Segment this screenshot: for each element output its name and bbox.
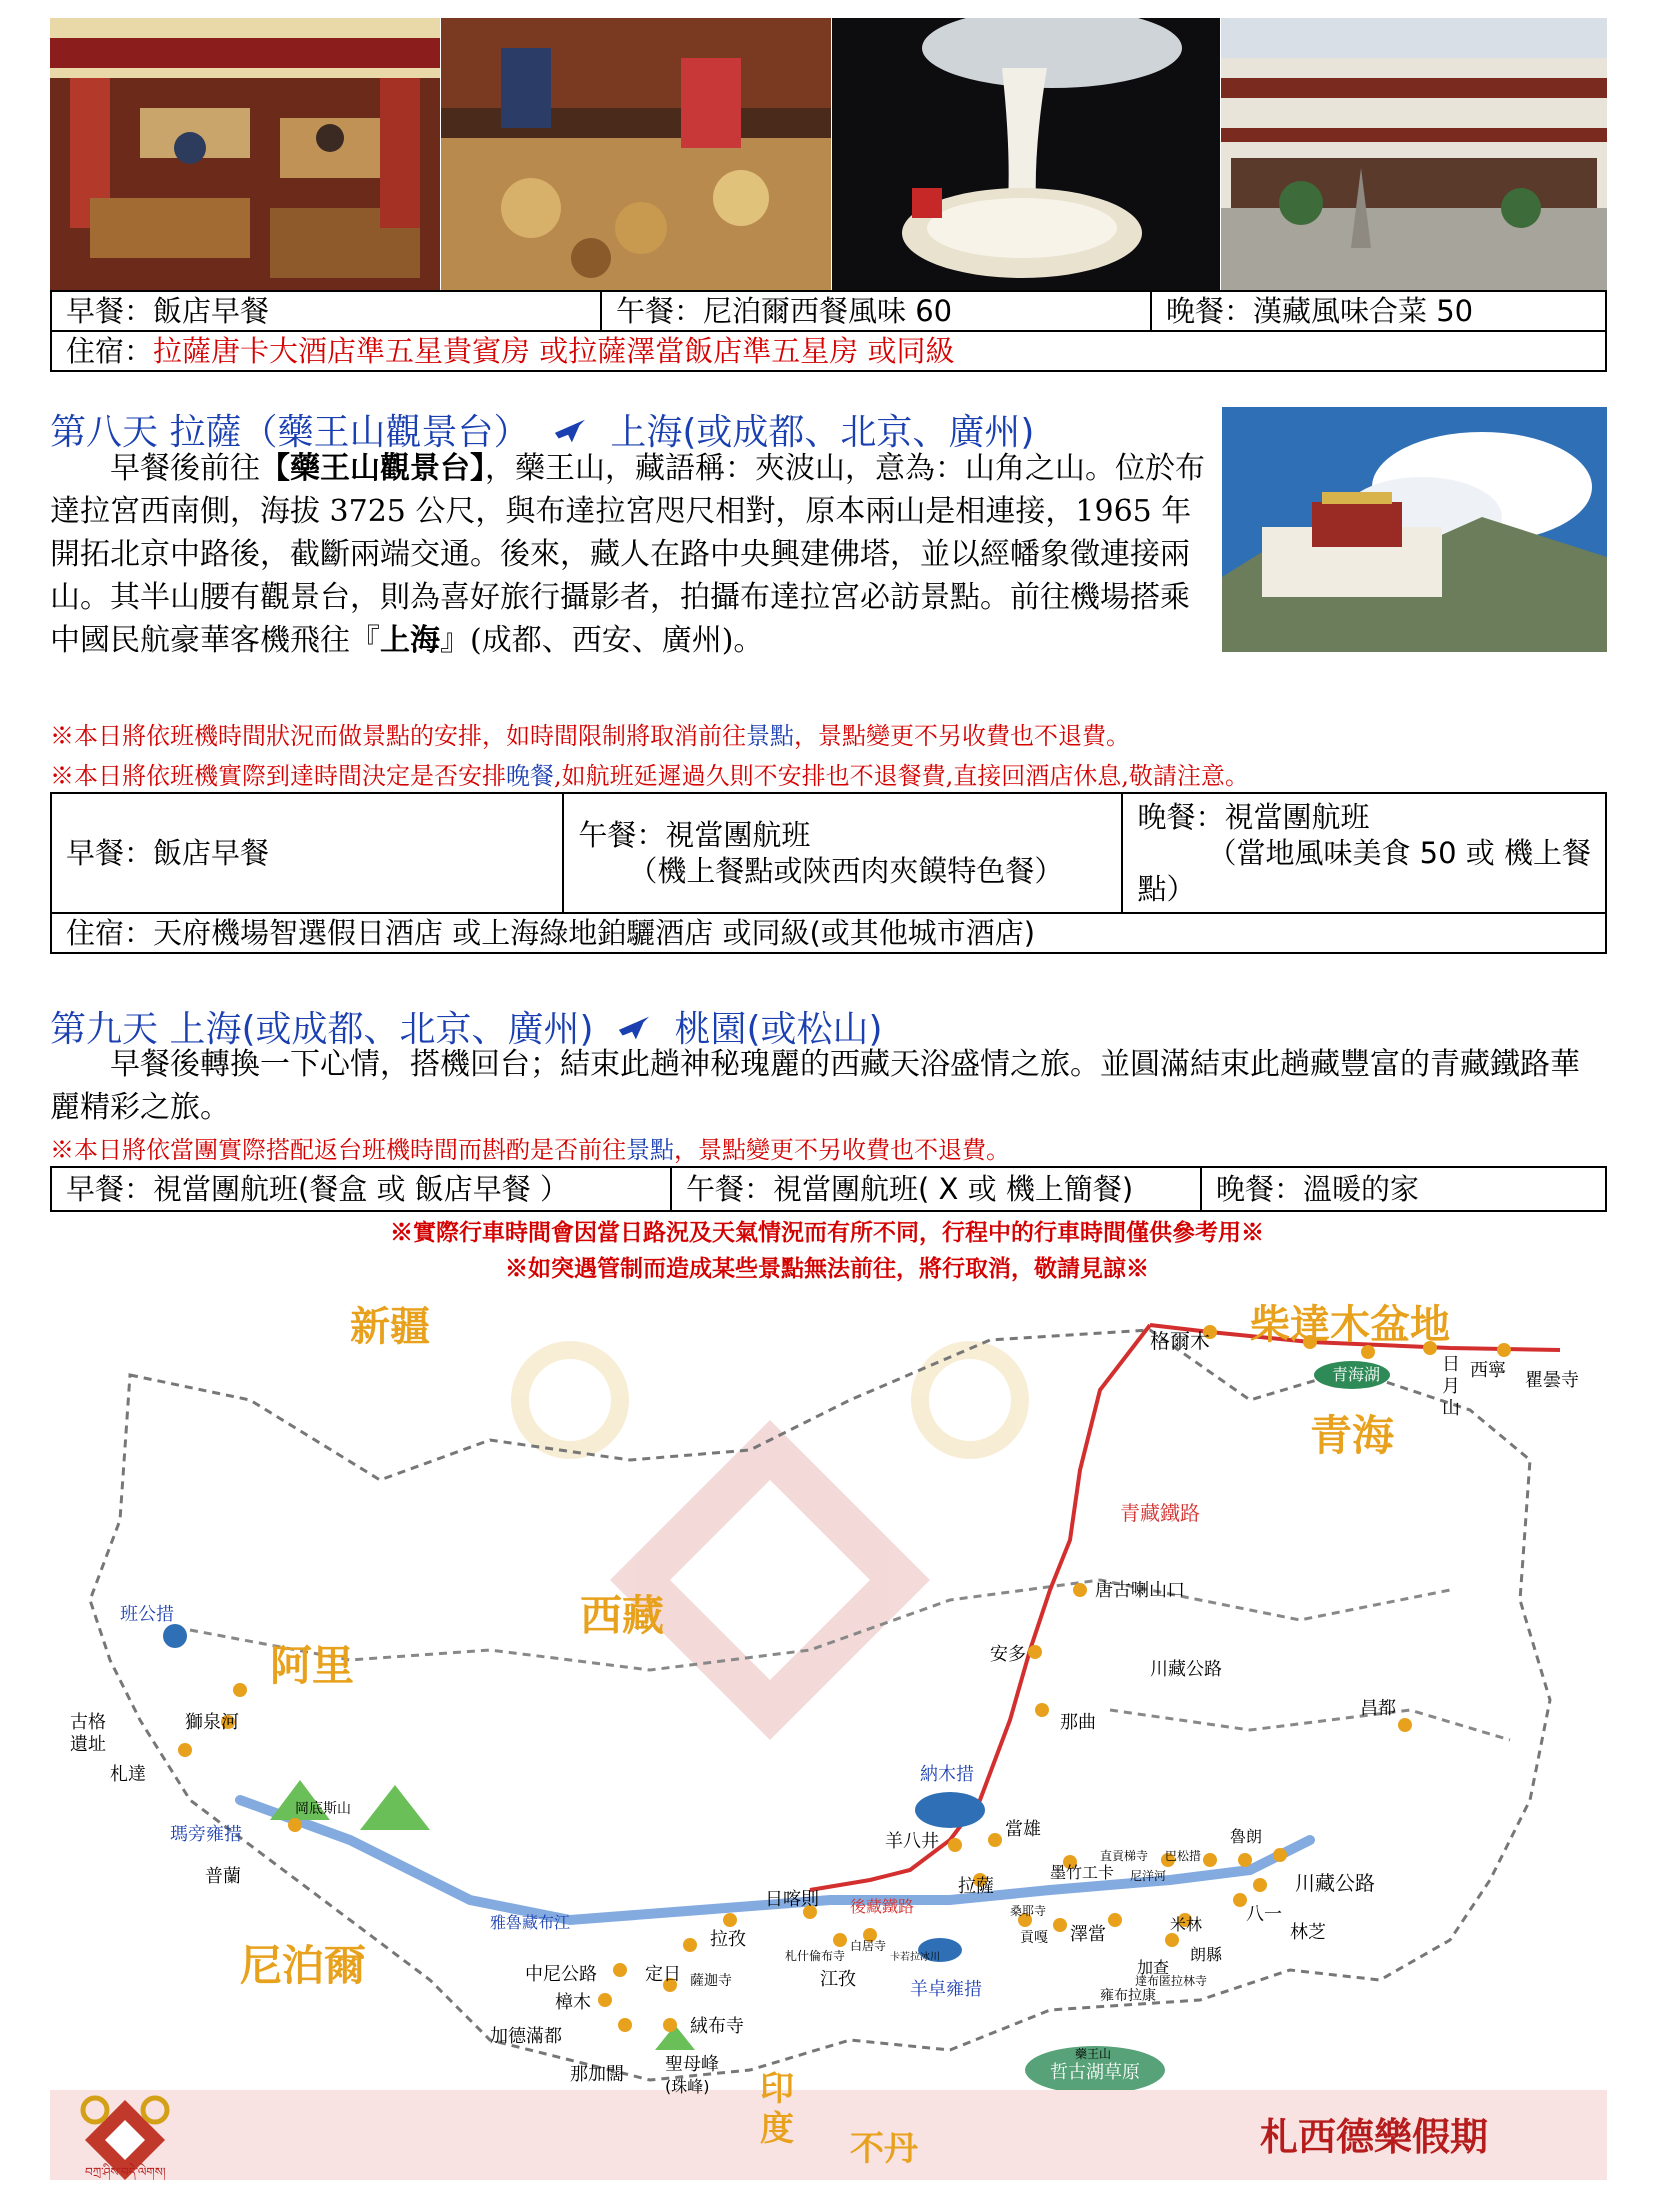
label-tashilhunpo: 札什倫布寺: [785, 1949, 846, 1963]
day8-title-from: 第八天 拉薩（藥王山觀景台）: [50, 412, 530, 453]
label-niyanghe: 尼洋河: [1130, 1869, 1167, 1883]
label-rongbuk: 絨布寺: [690, 2016, 744, 2037]
label-nagqu: 那曲: [1060, 1712, 1096, 1733]
route-map: [50, 1280, 1607, 2180]
day8-note-1: [50, 716, 1130, 751]
label-purang: 普蘭: [205, 1866, 241, 1887]
label-qutan: 瞿曇寺: [1525, 1370, 1579, 1391]
label-dingri: 定日: [645, 1964, 681, 1985]
day9-lunch-cell: 午餐：視當團航班( X 或 機上簡餐): [671, 1167, 1201, 1211]
label-riyue-1: 日: [1442, 1354, 1460, 1375]
label-nepal-road: 中尼公路: [525, 1964, 597, 1985]
label-gyantse: 江孜: [820, 1969, 856, 1990]
label-gonggar: 貢嘎: [1020, 1930, 1048, 1946]
dinner-cell: 晚餐：漢藏風味合菜 50: [1151, 291, 1606, 331]
day8-lunch-line1: 午餐：視當團航班: [578, 818, 811, 852]
label-guge-2: 遺址: [70, 1734, 106, 1755]
label-lhatse: 拉孜: [710, 1929, 746, 1950]
lunch-cell: 午餐：尼泊爾西餐風味 60: [601, 291, 1151, 331]
day9-note-c: ，景點變更不另收費也不退費。: [674, 1136, 1010, 1164]
region-tibet: 西藏: [580, 1591, 665, 1640]
day9-dinner-cell: 晚餐：溫暖的家: [1201, 1167, 1606, 1211]
region-qinghai: 青海: [1310, 1411, 1395, 1460]
label-sichuan-tibet: 川藏公路: [1150, 1659, 1222, 1680]
label-kajie: 卡若拉冰川: [890, 1952, 940, 1963]
label-zhigong: 直貢梯寺: [1100, 1849, 1149, 1863]
brand-name: 札西德樂假期: [1260, 2115, 1489, 2159]
day9-note-b: 景點: [626, 1136, 674, 1164]
day8-note-2: [50, 756, 1249, 791]
label-xining: 西寧: [1470, 1360, 1506, 1381]
notice-line-2: ※如突遇管制而造成某些景點無法前往，將行取消，敬請見諒※: [505, 1255, 1149, 1282]
label-riyue-2: 月: [1442, 1376, 1460, 1397]
label-guge-1: 古格: [70, 1712, 106, 1733]
label-everest-2: (珠峰): [665, 2077, 710, 2096]
day8-desc-bold: 【藥王山觀景台】: [260, 451, 485, 486]
restaurant-interior-photo: [50, 18, 440, 290]
day8-dinner-line2: （當地風味美食 50 或 機上餐: [1207, 836, 1591, 870]
label-namtso: 納木措: [920, 1764, 974, 1785]
butter-tea-photo: [832, 18, 1220, 290]
label-riyue-3: 山: [1442, 1398, 1460, 1419]
region-bhutan: 不丹: [850, 2129, 918, 2169]
label-yarlung: 雅魯藏布江: [490, 1913, 571, 1932]
label-nyingchi: 林芝: [1290, 1922, 1326, 1943]
region-india-1: 印: [760, 2069, 794, 2109]
stay-label: 住宿：: [66, 334, 154, 368]
day9-breakfast-cell: 早餐：視當團航班(餐盒 或 飯店早餐 ）: [51, 1167, 671, 1211]
day9-title-from: 第九天 上海(或成都、北京、廣州): [50, 1009, 594, 1050]
label-lhasa: 拉薩: [958, 1876, 994, 1897]
kailash-mountain-icon-2: [360, 1785, 430, 1830]
courtyard-hotel-photo: [1221, 18, 1607, 290]
day8-lunch-line2: （機上餐點或陝西肉夾饃特色餐）: [628, 854, 1064, 888]
notice-line-1: ※實際行車時間會因當日路況及天氣情況而有所不同，行程中的行車時間僅供參考用※: [390, 1219, 1264, 1246]
day8-desc-bold2: 上海: [380, 623, 440, 658]
day9-note: [50, 1130, 1010, 1165]
label-shigatse: 日喀則: [765, 1889, 819, 1910]
map-labels: [70, 1302, 1579, 2180]
day8-desc-part2: ，藥王山，藏語稱：夾波山，意為：山角之山。位於布達拉宮西南側，海拔 3725 公尺，與布達拉宮咫尺相對，原本兩山是相連接，1965 年開拓北京中路後，截斷兩端交通。後來，藏人在路中央興建佛塔，並以經幡象徵連接兩山。其半山腰有觀景台，則為喜好旅行攝影者，拍攝布達拉宮必訪景點。前往機場搭乘中國民航豪華客機飛往『: [50, 451, 1205, 658]
label-manasarovar: 瑪旁雍措: [170, 1824, 242, 1845]
day9-description: 早餐後轉換一下心情，搭機回台；結束此趟神秘瑰麗的西藏天浴盛情之旅。並圓滿結束此趟藏豐富的青藏鐵路華麗精彩之旅。: [50, 1047, 1580, 1125]
day8-dinner-line3: 點）: [1137, 872, 1196, 906]
label-yangbajing: 羊八井: [885, 1831, 939, 1852]
label-railway: 青藏鐵路: [1120, 1501, 1200, 1525]
label-shiquanhe: 獅泉河: [185, 1712, 239, 1733]
label-qinghai-lake: 青海湖: [1332, 1365, 1381, 1384]
region-nepal: 尼泊爾: [240, 1941, 367, 1990]
day8-lunch-cell: [563, 793, 1122, 913]
label-bangong: 班公措: [120, 1604, 174, 1625]
plane-icon: [615, 1011, 653, 1045]
day8-desc-part3: 』(成都、西安、廣州)。: [440, 623, 764, 658]
region-ali: 阿里: [270, 1641, 355, 1690]
label-yamdrok: 羊卓雍措: [910, 1979, 982, 2000]
label-sichuan-tibet-2: 川藏公路: [1295, 1871, 1375, 1895]
day9-title-to: 桃園(或松山): [674, 1009, 883, 1050]
day8-dinner-cell: [1122, 793, 1606, 913]
brand-tibetan: བཀྲ་ཤིས་བདེ་ལེགས།: [85, 2165, 166, 2179]
region-qaidam: 柴達木盆地: [1250, 1302, 1450, 1348]
label-zhangmu: 樟木: [555, 1992, 591, 2013]
label-bomi: 魯朗: [1230, 1827, 1263, 1846]
label-bayi: 八一: [1246, 1904, 1282, 1925]
label-milin: 米林: [1170, 1915, 1203, 1934]
label-tsetang: 澤當: [1070, 1924, 1106, 1945]
day8-meal-table: [50, 792, 1607, 954]
label-basongcuo: 巴松措: [1165, 1849, 1202, 1863]
day8-description: [50, 447, 1210, 662]
region-xinjiang: 新疆: [350, 1304, 430, 1350]
label-tanggula: 唐古喇山口: [1095, 1580, 1185, 1601]
label-amdo: 安多: [990, 1644, 1026, 1665]
label-mainling: 朗縣: [1190, 1945, 1223, 1964]
label-yaowang: 藥王山: [1075, 2047, 1112, 2061]
label-mozhugongka: 墨竹工卡: [1050, 1863, 1115, 1882]
day8-note-2a: ※本日將依班機實際到達時間決定是否安排: [50, 762, 506, 790]
endless-knot-watermark: [520, 1350, 1020, 1740]
potala-palace-photo: [1222, 407, 1607, 652]
day8-title-to: 上海(或成都、北京、廣州): [610, 412, 1035, 453]
label-sakya: 薩迦寺: [690, 1973, 732, 1989]
label-yumbulagang: 雍布拉康: [1100, 1988, 1156, 2004]
label-zhegu: 哲古湖草原: [1050, 2062, 1140, 2083]
day8-note-1b: 景點: [746, 722, 794, 750]
stay-cell: [51, 331, 1606, 371]
label-everest-1: 聖母峰: [665, 2054, 719, 2075]
label-sangye: 桑耶寺: [1010, 1904, 1047, 1918]
day8-breakfast-cell: 早餐：飯店早餐: [51, 793, 563, 913]
top-meal-table: [50, 290, 1607, 372]
label-golmud: 格爾木: [1150, 1329, 1210, 1353]
label-zanda: 札達: [110, 1764, 146, 1785]
day8-dinner-line1: 晚餐：視當團航班: [1137, 800, 1370, 834]
region-india-2: 度: [760, 2109, 794, 2149]
label-chamdo: 昌都: [1360, 1698, 1396, 1719]
day9-note-a: ※本日將依當團實際搭配返台班機時間而斟酌是否前往: [50, 1136, 626, 1164]
label-damxung: 當雄: [1005, 1819, 1041, 1840]
label-baiju: 白居寺: [850, 1939, 887, 1953]
day8-note-2b: 晚餐: [506, 762, 554, 790]
day8-stay-cell: 住宿：天府機場智選假日酒店 或上海綠地鉑驪酒店 或同級(或其他城市酒店): [51, 913, 1606, 953]
stay-value: 拉薩唐卡大酒店準五星貴賓房 或拉薩澤當飯店準五星房 或同級: [153, 334, 955, 368]
label-jiacha: 加查: [1137, 1958, 1170, 1977]
sichuan-tibet-road-line: [1110, 1710, 1510, 1740]
label-kailash: 岡底斯山: [295, 1801, 351, 1817]
label-kathmandu: 加德滿都: [490, 2026, 562, 2047]
breakfast-cell: 早餐：飯店早餐: [51, 291, 601, 331]
dining-table-photo: [441, 18, 831, 290]
day8-note-1a: ※本日將依班機時間狀況而做景點的安排，如時間限制將取消前往: [50, 722, 746, 750]
label-nagarkot: 那加闊: [570, 2064, 624, 2085]
day8-desc-part1: 早餐後前往: [110, 451, 260, 486]
bangong-shape: [163, 1624, 187, 1648]
namtso-shape: [915, 1792, 985, 1828]
label-trandruk: 達布匿拉林寺: [1135, 1974, 1208, 1988]
label-back-rail: 後藏鐵路: [850, 1897, 915, 1916]
plane-icon: [551, 414, 589, 448]
day9-meal-table: [50, 1166, 1607, 1212]
day8-note-2c: ,如航班延遲過久則不安排也不退餐費,直接回酒店休息,敬請注意。: [554, 762, 1249, 790]
day8-note-1c: ，景點變更不另收費也不退費。: [794, 722, 1130, 750]
